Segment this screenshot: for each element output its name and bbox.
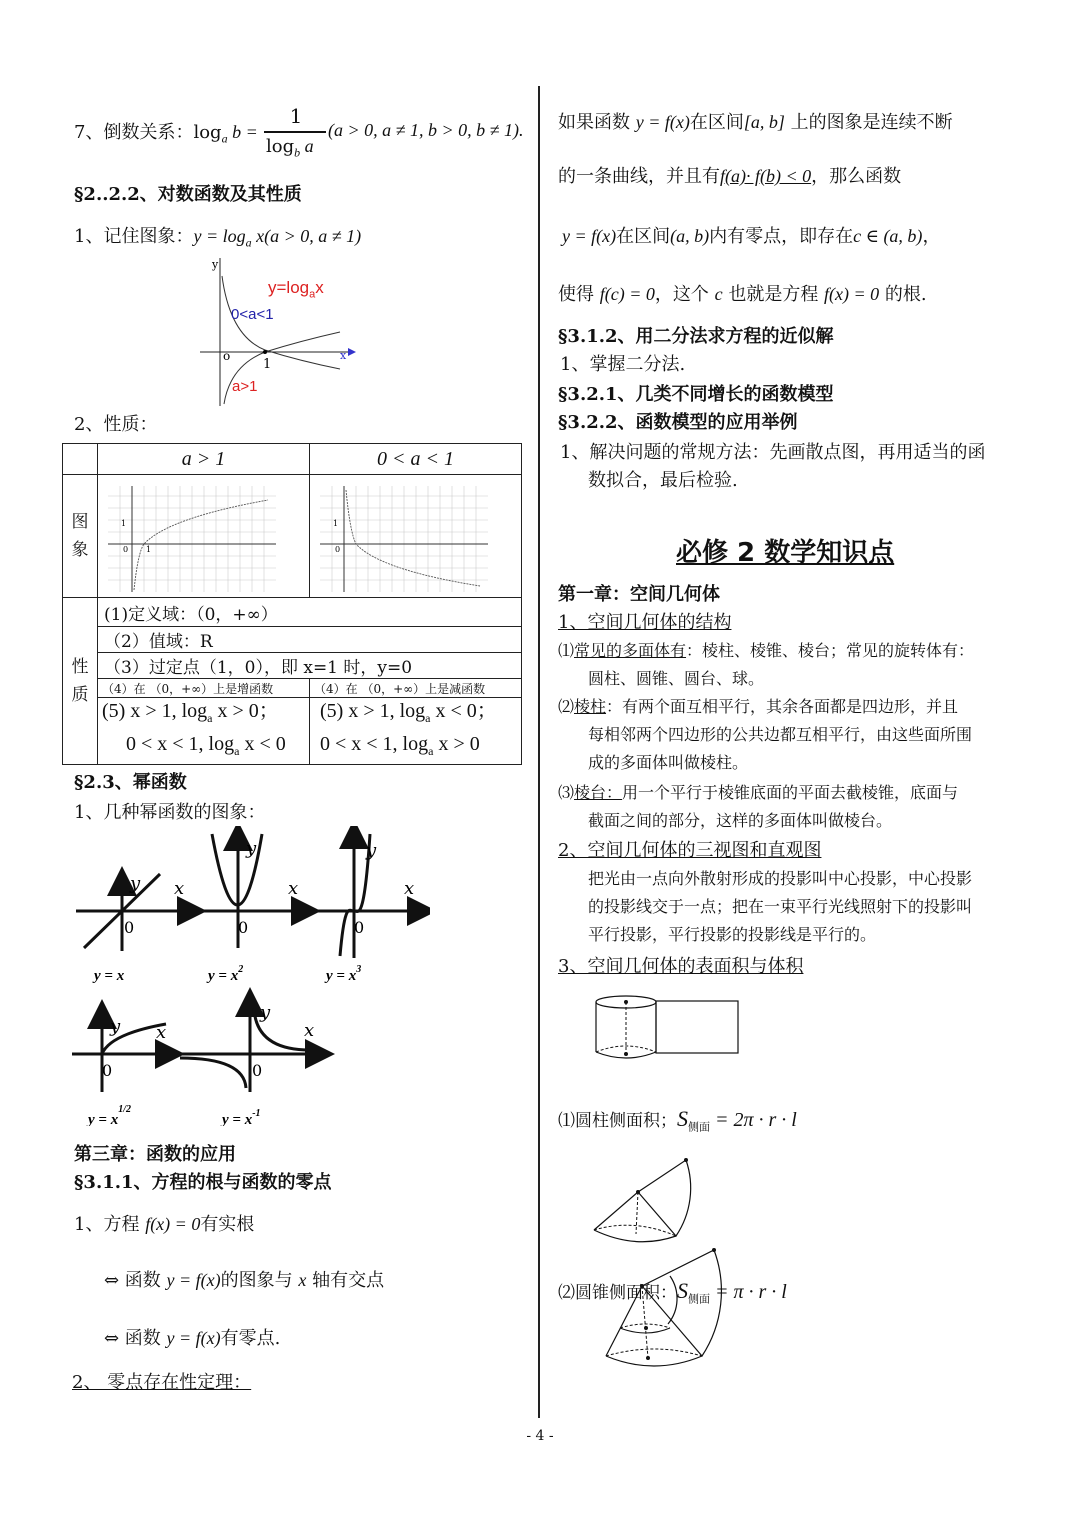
svg-text:y: y [110,1016,121,1037]
surface-volume-heading: 3、空间几何体的表面积与体积 [558,956,804,977]
prism-line-2: 每相邻两个四边形的公共边都互相平行，由这些面所围 [588,725,973,744]
chapter-1-title: 第一章：空间几何体 [558,584,720,605]
section-2-3: §2.3、幂函数 [74,772,187,793]
item7-condition: (a > 0, a ≠ 1, b > 0, b ≠ 1). [328,120,524,140]
method-line-1: 1、解决问题的常规方法：先画散点图，再用适当的函 [560,442,986,463]
section-2-2-2: §2..2.2、对数函数及其性质 [74,184,302,205]
svg-text:1: 1 [333,519,339,528]
power-function-graphs [70,826,430,1126]
reciprocal-relation [74,118,258,147]
projection-line-1: 把光由一点向外散射形成的投影叫中心投影，中心投影 [588,869,973,888]
svg-text:x: x [304,1020,315,1041]
graph-y-eq-reciprocal [178,1002,320,1092]
svg-text:0: 0 [354,918,365,937]
graph-decreasing [320,486,488,592]
log-graph-label-small-a: 0<a<1 [231,306,274,323]
section-3-1-1: §3.1.1、方程的根与函数的零点 [74,1172,332,1193]
polyhedra-line: ⑴常见的多面体有：棱柱、棱锥、棱台；常见的旋转体有： [558,641,975,660]
svg-text:y: y [130,873,141,894]
properties-heading: 2、性质： [74,414,158,435]
bisection-line: 1、掌握二分法. [560,354,686,375]
equation-line-1: 1、方程 f(x) = 0有实根 [74,1214,255,1235]
projection-line-3: 平行投影，平行投影的投影线是平行的。 [588,925,877,944]
caption-1: y = x [94,968,125,984]
svg-text:0: 0 [238,918,249,937]
structure-heading: 1、空间几何体的结构 [558,612,732,633]
equation-line-2: ⇔ 函数 y = f(x)的图象与 x 轴有交点 [104,1270,385,1291]
caption-4: $y = x^{1/2}$ [88,1104,131,1126]
row-label-graph: 图象 [63,475,98,598]
rotating-bodies-line: 圆柱、圆锥、圆台、球。 [588,669,765,688]
section-3-2-2: §3.2.2、函数模型的应用举例 [558,412,798,433]
chapter-3-title: 第三章：函数的应用 [74,1144,236,1165]
cylinder-unfold-figure [590,990,744,1062]
prop-decreasing: （4）在 （0，+∞）上是减函数 [310,679,522,698]
zero-existence-theorem-heading: 2、 零点存在性定理： [72,1372,252,1393]
theorem-line-1: 如果函数 y = f(x)在区间[a, b] 上的图象是连续不断 [558,112,953,133]
svg-text:x: x [156,1022,167,1043]
frustum-line-2: 截面之间的部分，这样的多面体叫做棱台。 [588,811,893,830]
theorem-line-2: 的一条曲线，并且有f(a)· f(b) < 0，那么函数 [558,166,902,187]
item7-sub: a [221,131,228,146]
prop-sign-a-lt-1: (5) x > 1, $\log_a x < 0$； 0 < x < 1, $\log_a x > 0$ [310,698,522,765]
svg-text:0: 0 [252,1061,263,1080]
svg-text:x: x [174,878,185,899]
caption-5: $y = x^{-1}$ [222,1108,261,1126]
prism-line-1: ⑵棱柱：有两个面互相平行，其余各面都是四边形，并且 [558,697,959,716]
method-line-2: 数拟合，最后检验. [588,470,738,491]
svg-text:x: x [288,878,299,899]
prop-sign-a-gt-1: (5) x > 1, $\log_a x > 0$； 0 < x < 1, $\log_a x < 0$ [98,698,310,765]
column-divider [538,86,540,1418]
graph-increasing-cell [98,475,310,598]
section-3-2-1: §3.2.1、几类不同增长的函数模型 [558,384,834,405]
graph-y-eq-sqrt-x [72,1014,170,1092]
three-views-heading: 2、空间几何体的三视图和直观图 [558,840,822,861]
graph-increasing [108,486,276,592]
prop-fixed-point: （3）过定点（1，0），即 x=1 时，y=0 [98,653,522,679]
log-graph-x: x [340,349,347,362]
graph-y-eq-x-cubed [312,834,422,958]
header-a-lt-1: 0 < a < 1 [310,444,522,475]
svg-text:0: 0 [124,918,135,937]
svg-text:y: y [260,1002,271,1023]
theorem-line-4: 使得 f(c) = 0，这个 c 也就是方程 f(x) = 0 的根. [558,284,927,305]
graph-y-eq-x-squared [202,834,306,948]
svg-text:0: 0 [335,545,341,554]
section-3-1-2: §3.1.2、用二分法求方程的近似解 [558,326,834,347]
frustum-unfold-figure [598,1246,726,1372]
compulsory-2-title: 必修 2 数学知识点 [676,538,895,568]
log-graph-one: 1 [263,357,272,372]
row-label-properties: 性质 [63,598,98,765]
memorize-graph: 1、记住图象：$y = \log_a x(a > 0$, a ≠ 1) [74,226,362,250]
fraction-bar [264,131,326,133]
log-graph-origin: o [223,349,231,363]
svg-text:y: y [246,838,257,859]
projection-line-2: 的投影线交于一点；把在一束平行光线照射下的投影叫 [588,897,973,916]
caption-2: $y = x^2$ [208,964,244,984]
graph-decreasing-cell [310,475,522,598]
properties-table [62,443,522,765]
prism-line-3: 成的多面体叫做棱柱。 [588,753,749,772]
svg-text:0: 0 [123,545,129,554]
log-graph-y: y [212,258,219,271]
cylinder-lateral-area: ⑴圆柱侧面积；$S_{侧面} = 2\pi \cdot r \cdot l$ [558,1106,797,1134]
header-a-gt-1: a > 1 [98,444,310,475]
graph-y-eq-x [76,873,192,951]
svg-text:1: 1 [146,545,152,554]
prop-range: （2）值域：R [98,627,522,653]
fraction-denominator: $\log_b a$ [266,136,314,160]
prop-increasing: （4）在 （0，+∞）上是增函数 [98,679,310,698]
prop-domain: (1)定义域：（0，+∞） [98,598,522,627]
page-number: - 4 - [526,1428,554,1444]
svg-text:x: x [404,878,415,899]
fraction-numerator: 1 [289,104,303,128]
frustum-line-1: ⑶棱台：用一个平行于棱锥底面的平面去截棱锥，底面与 [558,783,959,802]
equation-line-3: ⇔ 函数 y = f(x)有零点. [104,1328,281,1349]
caption-3: $y = x^3$ [326,964,362,984]
cone-unfold-figure [592,1156,702,1248]
svg-text:0: 0 [102,1061,113,1080]
svg-text:1: 1 [121,519,127,528]
log-graph-label-large-a: a>1 [232,378,258,395]
log-graph-title: $y=\log_ax$ [268,278,324,301]
item7-label: 7、倒数关系：log [74,122,222,143]
theorem-line-3: y = f(x)在区间(a, b)内有零点，即存在c ∈ (a, b)， [562,226,941,247]
cone-lateral-area: ⑵圆锥侧面积：$S_{侧面} = \pi \cdot r \cdot l$ [558,1278,787,1306]
svg-text:y: y [366,840,377,861]
power-function-intro: 1、几种幂函数的图象： [74,802,266,823]
item7-b: b = [227,122,258,142]
